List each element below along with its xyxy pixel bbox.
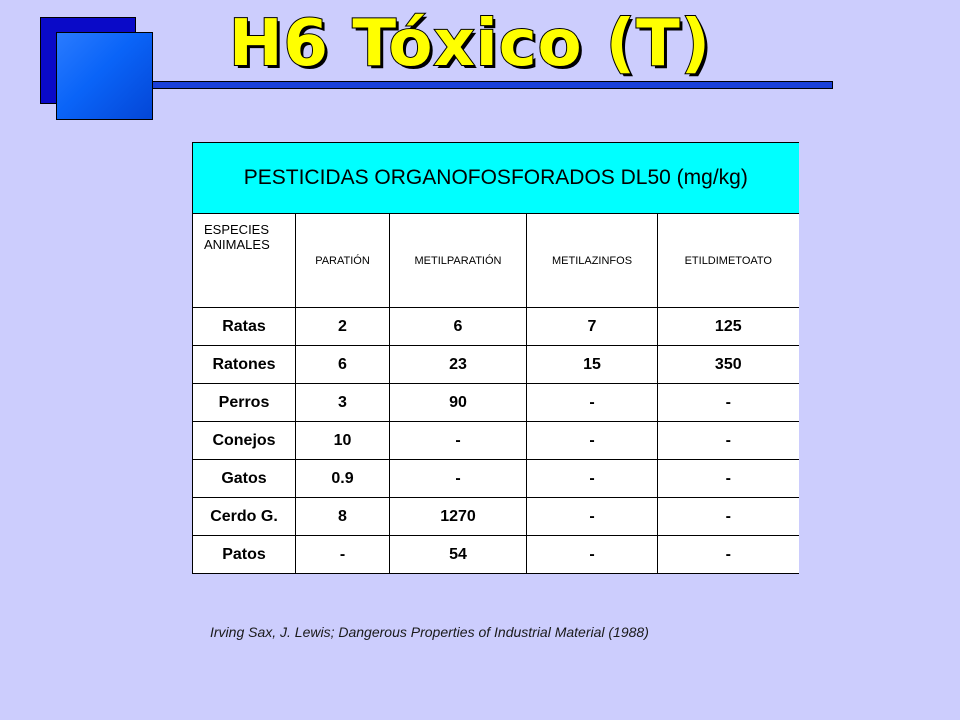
column-header-paration: PARATIÓN [296, 214, 390, 308]
value-cell: 10 [296, 422, 390, 460]
value-cell: 2 [296, 308, 390, 346]
table-title: PESTICIDAS ORGANOFOSFORADOS DL50 (mg/kg) [193, 143, 799, 214]
value-cell: - [658, 460, 799, 498]
table-title-row [193, 143, 799, 214]
table-row [193, 460, 799, 498]
value-cell: 54 [390, 536, 527, 574]
value-cell: 1270 [390, 498, 527, 536]
value-cell: 6 [390, 308, 527, 346]
title-underline-bar [152, 81, 833, 89]
value-cell: - [527, 536, 658, 574]
table-row [193, 384, 799, 422]
value-cell: 8 [296, 498, 390, 536]
species-cell: Gatos [193, 460, 296, 498]
table-row [193, 536, 799, 574]
value-cell: - [527, 422, 658, 460]
table-row [193, 308, 799, 346]
table-row [193, 422, 799, 460]
column-header-etildimetoato: ETILDIMETOATO [658, 214, 799, 308]
slide-title: H6 Tóxico (T) [228, 7, 712, 81]
value-cell: 7 [527, 308, 658, 346]
value-cell: 90 [390, 384, 527, 422]
value-cell: - [390, 460, 527, 498]
species-cell: Ratas [193, 308, 296, 346]
value-cell: 0.9 [296, 460, 390, 498]
table-row [193, 346, 799, 384]
species-cell: Ratones [193, 346, 296, 384]
species-cell: Perros [193, 384, 296, 422]
value-cell: 6 [296, 346, 390, 384]
data-table [192, 142, 799, 574]
logo-front-square [56, 32, 153, 120]
value-cell: - [658, 536, 799, 574]
table-row [193, 498, 799, 536]
value-cell: 15 [527, 346, 658, 384]
value-cell: - [658, 384, 799, 422]
value-cell: 350 [658, 346, 799, 384]
column-header-species: ESPECIES ANIMALES [193, 214, 296, 308]
value-cell: - [527, 460, 658, 498]
value-cell: 125 [658, 308, 799, 346]
value-cell: - [296, 536, 390, 574]
value-cell: - [527, 498, 658, 536]
value-cell: 23 [390, 346, 527, 384]
value-cell: - [527, 384, 658, 422]
source-citation: Irving Sax, J. Lewis; Dangerous Properties of Industrial Material (1988) [210, 624, 649, 640]
column-header-metilparation: METILPARATIÓN [390, 214, 527, 308]
value-cell: - [658, 422, 799, 460]
value-cell: - [658, 498, 799, 536]
species-cell: Conejos [193, 422, 296, 460]
species-cell: Patos [193, 536, 296, 574]
species-cell: Cerdo G. [193, 498, 296, 536]
column-header-metilazinfos: METILAZINFOS [527, 214, 658, 308]
value-cell: - [390, 422, 527, 460]
value-cell: 3 [296, 384, 390, 422]
table-header-row [193, 214, 799, 308]
